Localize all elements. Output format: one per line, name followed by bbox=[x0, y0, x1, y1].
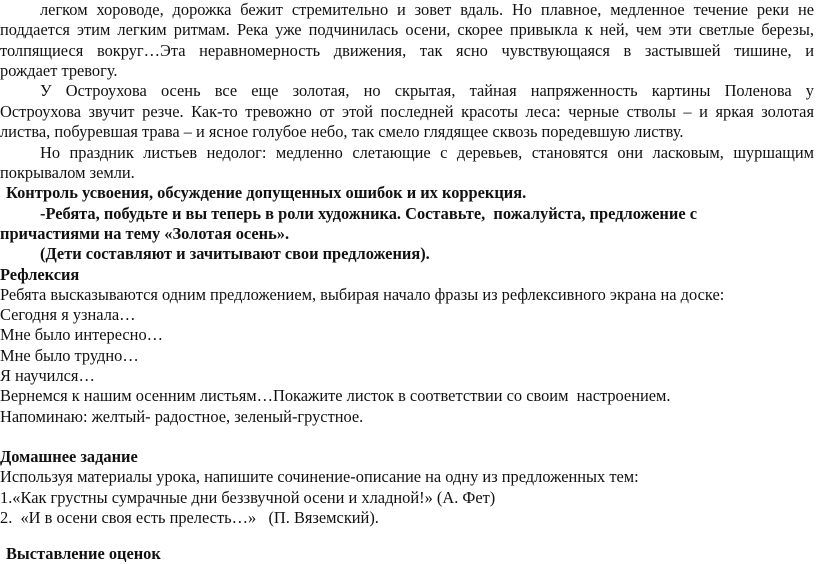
paragraph-line: листва, побуревшая трава – и ясное голубое небо, так смело глядящее сквозь поредевшую листву. bbox=[0, 122, 684, 141]
homework-heading: Домашнее задание bbox=[0, 447, 138, 466]
task-line: причастиями на тему «Золотая осень». bbox=[0, 224, 290, 243]
reflection-line: Я научился… bbox=[0, 366, 95, 385]
reflection-line: Напоминаю: желтый- радостное, зеленый-грустное. bbox=[0, 407, 364, 426]
paragraph-line: рождает тревогу. bbox=[0, 61, 118, 80]
reflection-line: Мне было интересно… bbox=[0, 325, 164, 344]
paragraph-line: У Остроухова осень все еще золотая, но скрытая, тайная напряженность картины Поленова у bbox=[40, 81, 814, 100]
paragraph-line: покрывалом земли. bbox=[0, 163, 135, 182]
reflection-line: Мне было трудно… bbox=[0, 346, 139, 365]
task-line: -Ребята, побудьте и вы теперь в роли художника. Составьте, пожалуйста, предложение с bbox=[40, 204, 697, 223]
homework-line: 1.«Как грустны сумрачные дни беззвучной осени и хладной!» (А. Фет) bbox=[0, 488, 496, 507]
paragraph-line: легком хороводе, дорожка бежит стремительно и зовет вдаль. Но плавное, медленное течение реки не bbox=[40, 0, 814, 19]
homework-line: Используя материалы урока, напишите сочинение-описание на одну из предложенных тем: bbox=[0, 467, 639, 486]
paragraph-line: Остроухова звучит резче. Как-то тревожно от этой последней красоты леса: черные стволы – и яркая золотая bbox=[0, 102, 814, 121]
paragraph-line: Но праздник листьев недолог: медленно слетающие с деревьев, становятся они ласковым, шуршащим bbox=[40, 143, 814, 162]
control-heading: Контроль усвоения, обсуждение допущенных ошибок и их коррекция. bbox=[6, 183, 527, 202]
task-note: (Дети составляют и зачитывают свои предложения). bbox=[40, 244, 430, 263]
reflection-line: Вернемся к нашим осенним листьям…Покажите листок в соответствии со своим настроением. bbox=[0, 386, 671, 405]
reflection-line: Ребята высказываются одним предложением, выбирая начало фразы из рефлексивного экрана на доске: bbox=[0, 285, 725, 304]
reflection-line: Сегодня я узнала… bbox=[0, 305, 136, 324]
reflection-heading: Рефлексия bbox=[0, 265, 80, 284]
grading-heading: Выставление оценок bbox=[6, 544, 161, 563]
homework-line: 2. «И в осени своя есть прелесть…» (П. Вяземский). bbox=[0, 508, 379, 527]
paragraph-line: поддается этим легким ритмам. Река уже подчинилась осени, скорее привыкла к ней, чем эти светлые березы, bbox=[0, 20, 814, 39]
paragraph-line: толпящиеся вокруг…Эта неравномерность движения, так ясно чувствующаяся в застывшей тишине, и bbox=[0, 41, 814, 60]
